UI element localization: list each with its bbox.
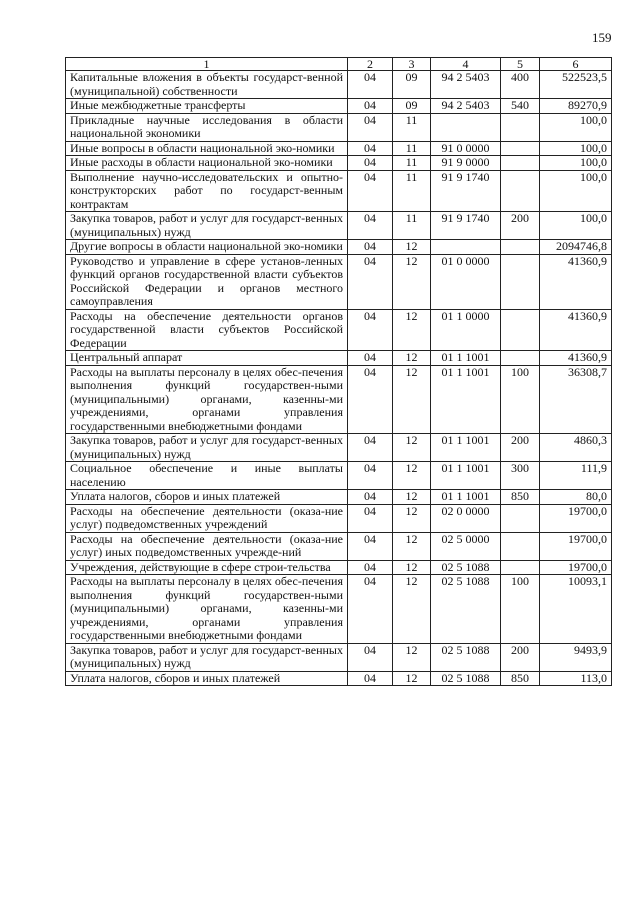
subsection-code-cell: 11 — [393, 156, 431, 171]
column-header: 2 — [348, 58, 393, 71]
expense-type-cell — [501, 504, 540, 532]
row-name-cell: Расходы на выплаты персоналу в целях обес-печения выполнения функций государствен-ными (муниципальными) органами, казенны-ми учреждениями, органами управления государственными внебюджетными фондами — [66, 365, 348, 434]
table-row — [66, 113, 612, 141]
amount-cell: 41360,9 — [540, 351, 612, 366]
target-article-cell: 91 9 1740 — [431, 170, 501, 212]
target-article-cell: 94 2 5403 — [431, 71, 501, 99]
expense-type-cell — [501, 254, 540, 309]
target-article-cell: 01 1 1001 — [431, 351, 501, 366]
row-name-cell: Капитальные вложения в объекты государст-венной (муниципальной) собственности — [66, 71, 348, 99]
table-row — [66, 434, 612, 462]
subsection-code-cell: 12 — [393, 490, 431, 505]
subsection-code-cell: 12 — [393, 351, 431, 366]
row-name-cell: Иные вопросы в области национальной эко-номики — [66, 141, 348, 156]
column-header: 3 — [393, 58, 431, 71]
page-number: 159 — [592, 30, 612, 45]
target-article-cell: 02 0 0000 — [431, 504, 501, 532]
row-name-cell: Иные межбюджетные трансферты — [66, 99, 348, 114]
table-row — [66, 365, 612, 434]
row-name-cell: Закупка товаров, работ и услуг для государст-венных (муниципальных) нужд — [66, 434, 348, 462]
row-name-cell: Выполнение научно-исследовательских и опытно-конструкторских работ по государст-венным контрактам — [66, 170, 348, 212]
subsection-code-cell: 12 — [393, 560, 431, 575]
subsection-code-cell: 12 — [393, 434, 431, 462]
target-article-cell: 01 1 0000 — [431, 309, 501, 351]
row-name-cell: Центральный аппарат — [66, 351, 348, 366]
amount-cell: 2094746,8 — [540, 240, 612, 255]
subsection-code-cell: 12 — [393, 365, 431, 434]
column-header: 5 — [501, 58, 540, 71]
expense-type-cell — [501, 532, 540, 560]
budget-table — [65, 57, 612, 686]
expense-type-cell: 100 — [501, 365, 540, 434]
table-row — [66, 156, 612, 171]
target-article-cell: 01 1 1001 — [431, 434, 501, 462]
table-row — [66, 504, 612, 532]
table-row — [66, 240, 612, 255]
target-article-cell: 91 0 0000 — [431, 141, 501, 156]
section-code-cell: 04 — [348, 99, 393, 114]
column-header: 1 — [66, 58, 348, 71]
section-code-cell: 04 — [348, 643, 393, 671]
amount-cell: 19700,0 — [540, 504, 612, 532]
table-row — [66, 141, 612, 156]
row-name-cell: Расходы на обеспечение деятельности (оказа-ние услуг) подведомственных учреждений — [66, 504, 348, 532]
column-header: 6 — [540, 58, 612, 71]
subsection-code-cell: 12 — [393, 240, 431, 255]
section-code-cell: 04 — [348, 434, 393, 462]
table-row — [66, 254, 612, 309]
expense-type-cell: 850 — [501, 671, 540, 686]
table-row — [66, 643, 612, 671]
subsection-code-cell: 12 — [393, 532, 431, 560]
expense-type-cell: 540 — [501, 99, 540, 114]
table-row — [66, 575, 612, 644]
subsection-code-cell: 09 — [393, 71, 431, 99]
table-row — [66, 560, 612, 575]
expense-type-cell — [501, 113, 540, 141]
amount-cell: 113,0 — [540, 671, 612, 686]
expense-type-cell — [501, 309, 540, 351]
expense-type-cell — [501, 156, 540, 171]
subsection-code-cell: 09 — [393, 99, 431, 114]
target-article-cell: 01 1 1001 — [431, 365, 501, 434]
amount-cell: 111,9 — [540, 462, 612, 490]
subsection-code-cell: 12 — [393, 254, 431, 309]
amount-cell: 9493,9 — [540, 643, 612, 671]
target-article-cell: 01 0 0000 — [431, 254, 501, 309]
row-name-cell: Закупка товаров, работ и услуг для государст-венных (муниципальных) нужд — [66, 212, 348, 240]
table-row — [66, 99, 612, 114]
section-code-cell: 04 — [348, 113, 393, 141]
subsection-code-cell: 11 — [393, 141, 431, 156]
section-code-cell: 04 — [348, 462, 393, 490]
section-code-cell: 04 — [348, 671, 393, 686]
section-code-cell: 04 — [348, 365, 393, 434]
target-article-cell: 91 9 1740 — [431, 212, 501, 240]
expense-type-cell — [501, 560, 540, 575]
section-code-cell: 04 — [348, 560, 393, 575]
section-code-cell: 04 — [348, 240, 393, 255]
amount-cell: 100,0 — [540, 170, 612, 212]
subsection-code-cell: 12 — [393, 575, 431, 644]
section-code-cell: 04 — [348, 71, 393, 99]
row-name-cell: Руководство и управление в сфере установ-ленных функций органов государственной власти субъектов Российской Федерации и органов местного самоуправления — [66, 254, 348, 309]
expense-type-cell: 200 — [501, 434, 540, 462]
section-code-cell: 04 — [348, 504, 393, 532]
column-header: 4 — [431, 58, 501, 71]
amount-cell: 80,0 — [540, 490, 612, 505]
row-name-cell: Расходы на обеспечение деятельности (оказа-ние услуг) иных подведомственных учрежде-ний — [66, 532, 348, 560]
amount-cell: 100,0 — [540, 212, 612, 240]
table-row — [66, 490, 612, 505]
target-article-cell: 02 5 1088 — [431, 671, 501, 686]
target-article-cell: 94 2 5403 — [431, 99, 501, 114]
subsection-code-cell: 11 — [393, 113, 431, 141]
section-code-cell: 04 — [348, 170, 393, 212]
amount-cell: 41360,9 — [540, 254, 612, 309]
target-article-cell: 01 1 1001 — [431, 462, 501, 490]
section-code-cell: 04 — [348, 351, 393, 366]
expense-type-cell — [501, 170, 540, 212]
section-code-cell: 04 — [348, 212, 393, 240]
target-article-cell: 02 5 0000 — [431, 532, 501, 560]
row-name-cell: Расходы на выплаты персоналу в целях обес-печения выполнения функций государствен-ными (муниципальными) органами, казенны-ми учреждениями, органами управления государственными внебюджетными фондами — [66, 575, 348, 644]
amount-cell: 100,0 — [540, 141, 612, 156]
amount-cell: 10093,1 — [540, 575, 612, 644]
amount-cell: 19700,0 — [540, 532, 612, 560]
amount-cell: 36308,7 — [540, 365, 612, 434]
expense-type-cell: 100 — [501, 575, 540, 644]
amount-cell: 19700,0 — [540, 560, 612, 575]
table-row — [66, 462, 612, 490]
table-row — [66, 212, 612, 240]
row-name-cell: Расходы на обеспечение деятельности органов государственной власти субъектов Российской Федерации — [66, 309, 348, 351]
subsection-code-cell: 11 — [393, 212, 431, 240]
amount-cell: 89270,9 — [540, 99, 612, 114]
row-name-cell: Уплата налогов, сборов и иных платежей — [66, 671, 348, 686]
expense-type-cell: 200 — [501, 212, 540, 240]
section-code-cell: 04 — [348, 254, 393, 309]
expense-type-cell — [501, 351, 540, 366]
subsection-code-cell: 12 — [393, 643, 431, 671]
section-code-cell: 04 — [348, 156, 393, 171]
expense-type-cell: 850 — [501, 490, 540, 505]
target-article-cell — [431, 240, 501, 255]
table-row — [66, 351, 612, 366]
table-row — [66, 170, 612, 212]
expense-type-cell: 300 — [501, 462, 540, 490]
target-article-cell: 01 1 1001 — [431, 490, 501, 505]
section-code-cell: 04 — [348, 490, 393, 505]
subsection-code-cell: 12 — [393, 671, 431, 686]
section-code-cell: 04 — [348, 141, 393, 156]
target-article-cell: 02 5 1088 — [431, 575, 501, 644]
table-row — [66, 71, 612, 99]
expense-type-cell: 400 — [501, 71, 540, 99]
row-name-cell: Прикладные научные исследования в области национальной экономики — [66, 113, 348, 141]
table-row — [66, 532, 612, 560]
row-name-cell: Уплата налогов, сборов и иных платежей — [66, 490, 348, 505]
subsection-code-cell: 11 — [393, 170, 431, 212]
expense-type-cell: 200 — [501, 643, 540, 671]
target-article-cell — [431, 113, 501, 141]
target-article-cell: 91 9 0000 — [431, 156, 501, 171]
expense-type-cell — [501, 141, 540, 156]
table-row — [66, 309, 612, 351]
target-article-cell: 02 5 1088 — [431, 643, 501, 671]
table-header-row — [66, 58, 612, 71]
row-name-cell: Учреждения, действующие в сфере строи-тельства — [66, 560, 348, 575]
table-row — [66, 671, 612, 686]
subsection-code-cell: 12 — [393, 309, 431, 351]
section-code-cell: 04 — [348, 575, 393, 644]
section-code-cell: 04 — [348, 532, 393, 560]
row-name-cell: Иные расходы в области национальной эко-номики — [66, 156, 348, 171]
expense-type-cell — [501, 240, 540, 255]
row-name-cell: Социальное обеспечение и иные выплаты населению — [66, 462, 348, 490]
amount-cell: 100,0 — [540, 113, 612, 141]
amount-cell: 100,0 — [540, 156, 612, 171]
section-code-cell: 04 — [348, 309, 393, 351]
amount-cell: 522523,5 — [540, 71, 612, 99]
subsection-code-cell: 12 — [393, 504, 431, 532]
row-name-cell: Другие вопросы в области национальной эко-номики — [66, 240, 348, 255]
subsection-code-cell: 12 — [393, 462, 431, 490]
amount-cell: 41360,9 — [540, 309, 612, 351]
row-name-cell: Закупка товаров, работ и услуг для государст-венных (муниципальных) нужд — [66, 643, 348, 671]
target-article-cell: 02 5 1088 — [431, 560, 501, 575]
amount-cell: 4860,3 — [540, 434, 612, 462]
